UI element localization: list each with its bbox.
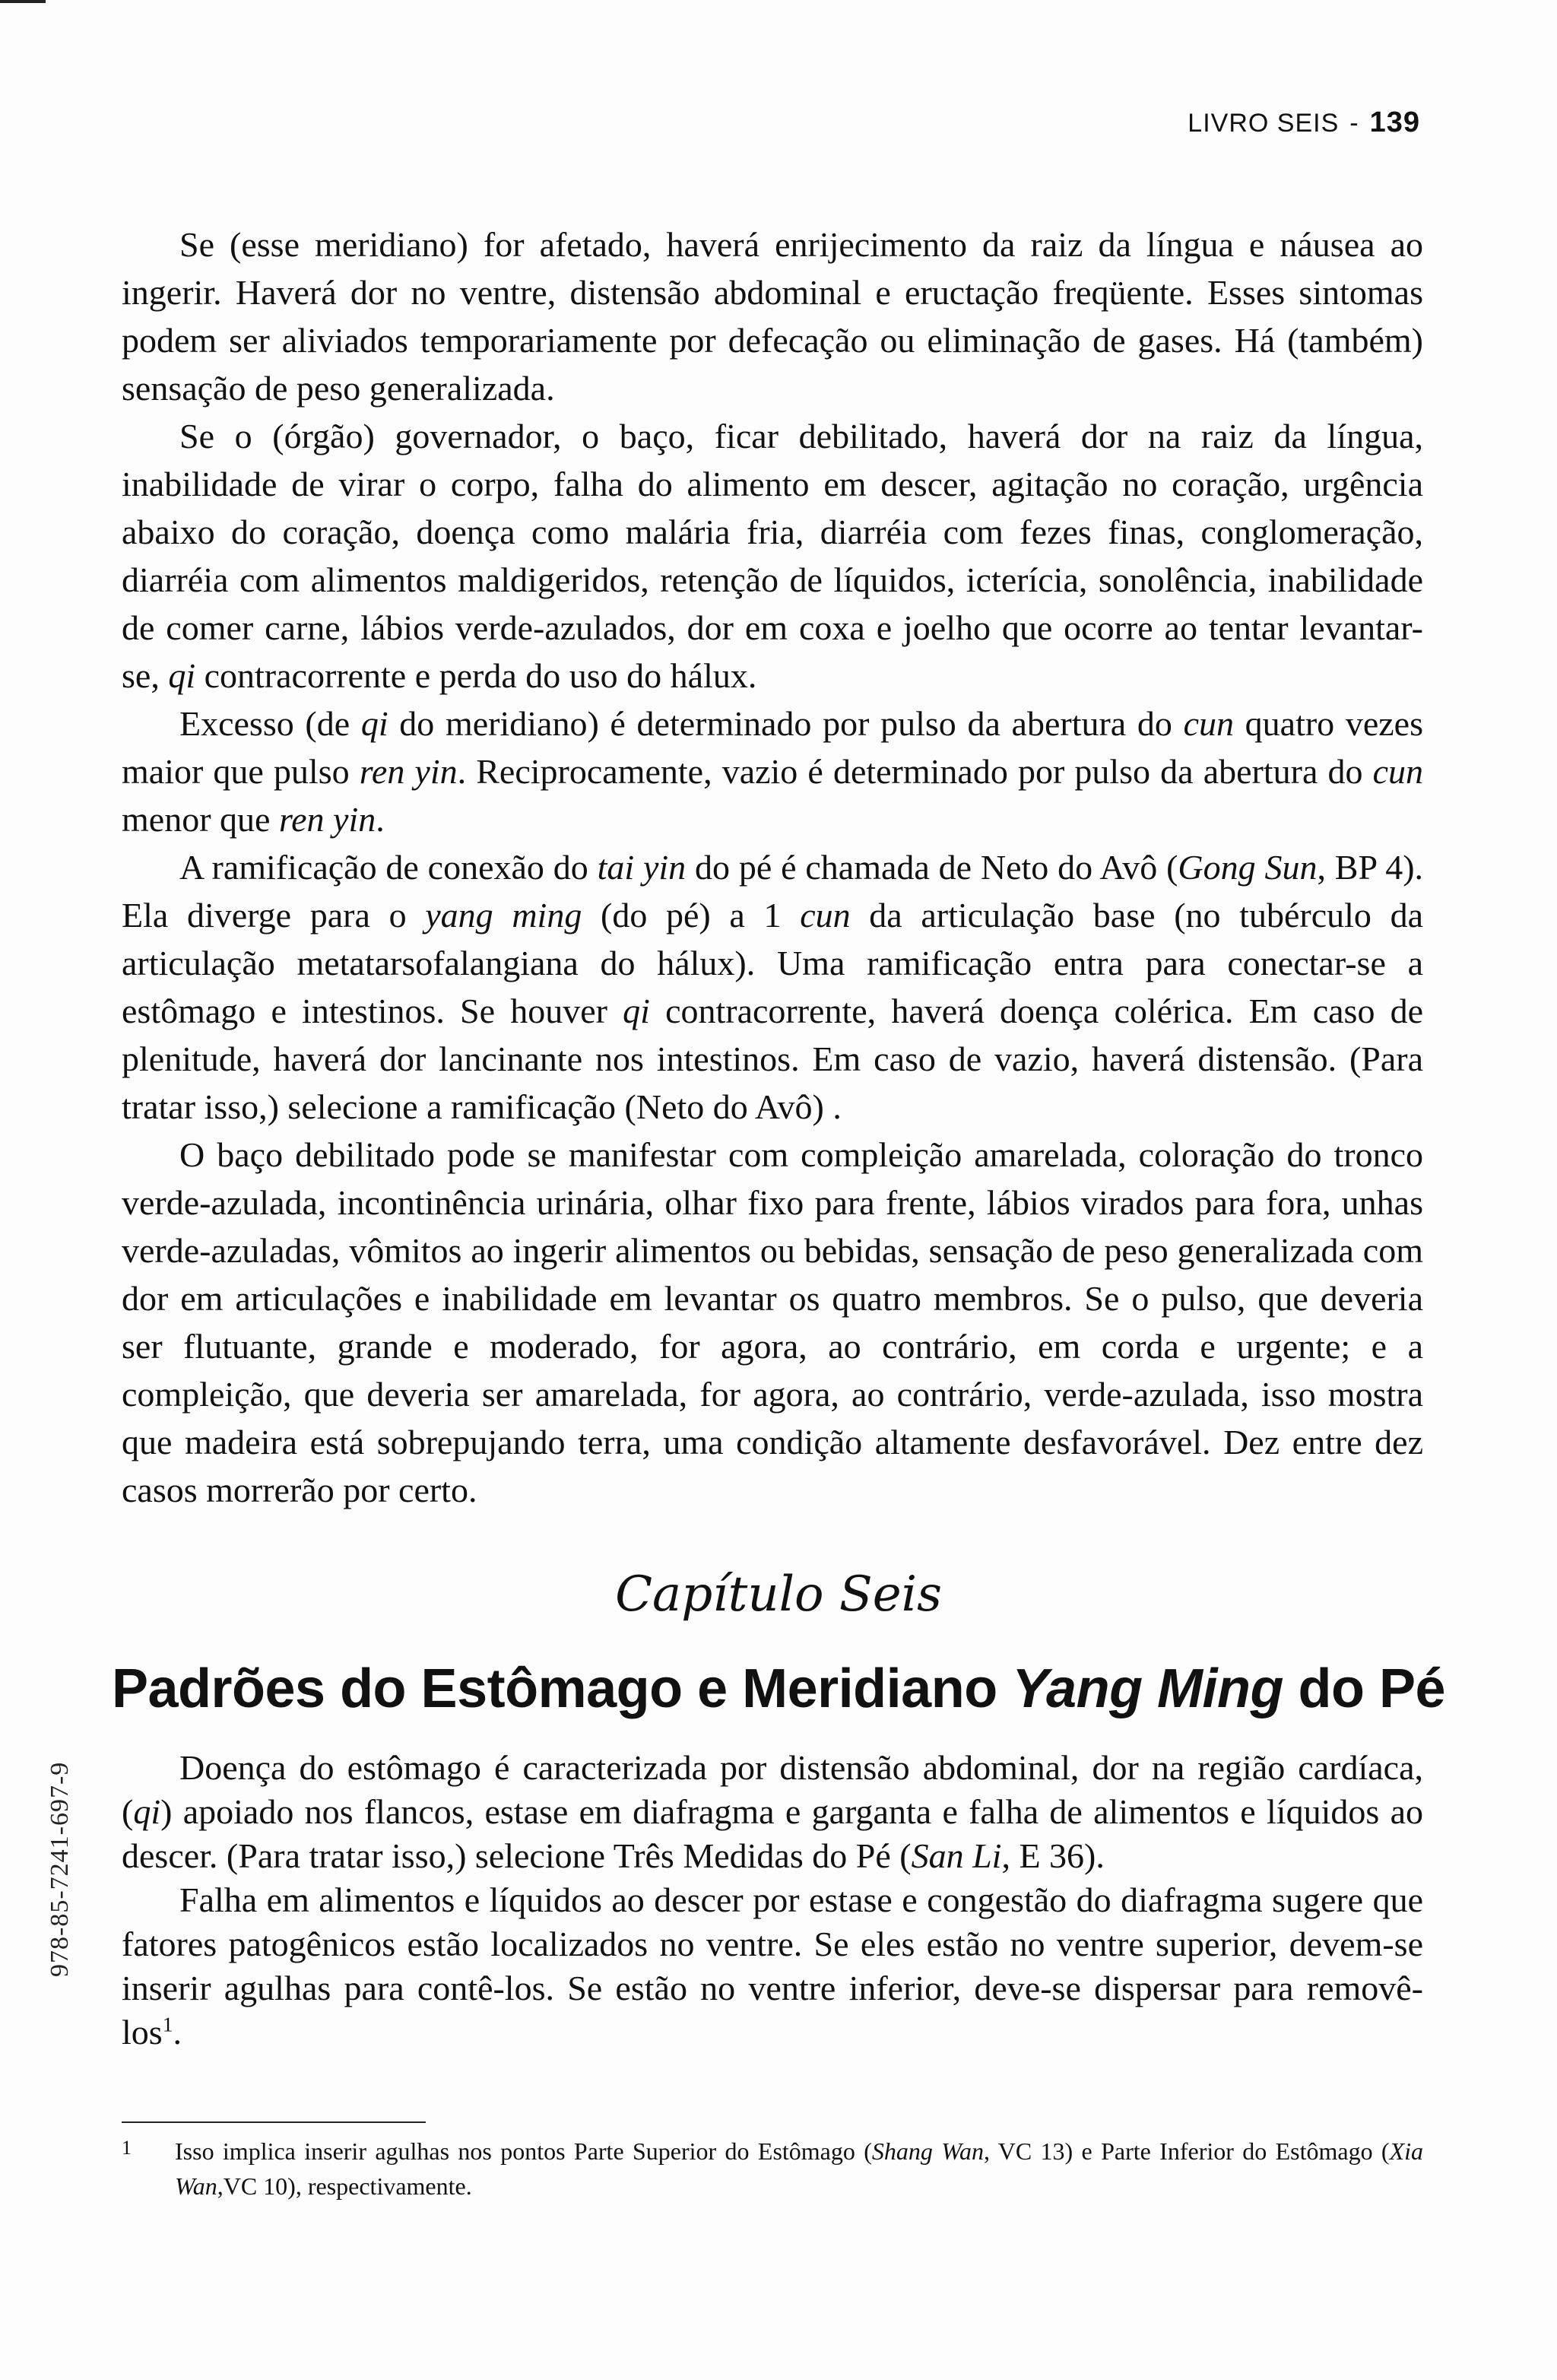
p3-text-b: do meridiano) é determinado por pulso da abertura do [399,704,1172,743]
fn-term-shang-wan: Shang Wan [871,2137,984,2165]
isbn-vertical: 978-85-7241-697-9 [46,1761,74,1977]
footnote-marker: 1 [122,2137,132,2159]
p3-term-qi: qi [360,704,388,743]
c2-text: Falha em alimentos e líquidos ao descer por estase e congestão do diafragma sugere que fatores patogênicos estão localizados no ventre. Se eles estão no ventre superior, devem-se inserir agulhas para contê-los. Se estão no ventre inferior, deve-se dispersar para removê-los [122,1880,1423,2052]
scan-edge-mark [0,0,46,3]
p3-text-c: quatro vezes maior que pulso [122,704,1423,791]
fn-text-a: Isso implica inserir agulhas nos pontos Parte Superior do Estômago ( [175,2137,872,2165]
fn-text-c: ,VC 10), respectivamente. [217,2172,472,2200]
p2-term-qi: qi [168,656,196,695]
p3-text-f: . [376,800,385,839]
c1-text-a: Doença do estômago é caracterizada por distensão abdominal, dor na região cardíaca, ( [122,1748,1423,1831]
book-section-label: LIVRO SEIS [1188,109,1340,138]
chapter-label: Capítulo Seis [615,1566,942,1623]
fn-term-xia-wan: Xia Wan [175,2137,1424,2200]
page-number: 139 [1369,106,1420,138]
chapter-title-part-b: do Pé [1298,1658,1446,1719]
p3-text-e: menor que [122,800,271,839]
p3-term-ren-yin-1: ren yin [359,752,458,791]
footnote-rule [122,2121,426,2123]
chapter-paragraph-1 [122,1746,1423,1878]
p4-term-tai-yin: tai yin [597,848,687,887]
paragraph-5: O baço debilitado pode se manifestar com compleição amarelada, coloração do tronco verde-azulada, incontinência urinária, olhar fixo para frente, lábios virados para fora, unhas verde-azuladas, vômitos ao ingerir alimentos ou bebidas, sensação de peso generalizada com dor em articulações e inabilidade em levantar os quatro membros. Se o pulso, que deveria ser flutuante, grande e moderado, for agora, ao contrário, em corda e urgente; e a compleição, que deveria ser amarelada, for agora, ao contrário, verde-azulada, isso mostra que madeira está sobrepujando terra, uma condição altamente desfavorável. Dez entre dez casos morrerão por certo. [122,1135,1423,1509]
paragraph-3 [122,700,1423,843]
p3-text-d: . Reciprocamente, vazio é determinado por pulso da abertura do [457,752,1363,791]
header-separator: - [1349,109,1359,138]
chapter-title-part-a: Padrões do Estômago e Meridiano [111,1658,997,1719]
p3-term-cun-1: cun [1183,704,1234,743]
footnote-reference: 1 [162,2012,173,2036]
footnote-text [122,2134,1423,2204]
chapter-text [122,1746,1423,2055]
body-text [122,221,1423,1514]
p4-text-b: do pé é chamada de Neto do Avô ( [695,848,1178,887]
p3-term-cun-2: cun [1372,752,1423,791]
c1-term-qi: qi [133,1792,161,1831]
p3-term-ren-yin-2: ren yin [278,800,376,839]
p4-term-qi: qi [623,992,650,1030]
p4-term-yang-ming: yang ming [425,896,582,935]
p4-text-d: (do pé) a 1 [601,896,782,935]
p2-text-b: contracorrente e perda do uso do hálux. [204,656,757,695]
paragraph-1: Se (esse meridiano) for afetado, haverá enrijecimento da raiz da língua e náusea ao ingerir. Haverá dor no ventre, distensão abdominal e eructação freqüente. Esses sintomas podem ser aliviados temporariamente por defecação ou eliminação de gases. Há (também) sensação de peso generalizada. [122,225,1423,408]
p4-text-a: A ramificação de conexão do [179,848,588,887]
chapter-title [0,1658,1557,1720]
c1-term-san-li: San Li [911,1836,1002,1875]
p4-text-c: , BP 4). Ela diverge para o [122,848,1424,935]
c1-text-b: ) apoiado nos flancos, estase em diafragma e garganta e falha de alimentos e líquidos ao descer. (Para tratar isso,) selecione Três Medidas do Pé ( [122,1792,1423,1875]
p4-term-cun: cun [800,896,851,935]
p2-text-a: Se o (órgão) governador, o baço, ficar debilitado, haverá dor na raiz da língua, inabilidade de virar o corpo, falha do alimento em descer, agitação no coração, urgência abaixo do coração, doença como malária fria, diarréia com fezes finas, conglomeração, diarréia com alimentos maldigeridos, retenção de líquidos, icterícia, sonolência, inabilidade de comer carne, lábios verde-azulados, dor em coxa e joelho que ocorre ao tentar levantar-se, [122,417,1423,695]
p3-text-a: Excesso (de [179,704,350,743]
paragraph-4 [122,843,1423,1131]
chapter-paragraph-2 [122,1878,1423,2055]
c1-text-c: , E 36). [1001,1836,1105,1875]
p4-term-gong-sun: Gong Sun [1178,848,1318,887]
p4-text-f: contracorrente, haverá doença colérica. Em caso de plenitude, haverá dor lancinante nos intestinos. Em caso de vazio, haverá distensão. (Para tratar isso,) selecione a ramificação (Neto do Avô) . [122,992,1424,1126]
p4-text-e: da articulação base (no tubérculo da articulação metatarsofalangiana do hálux). Uma ramificação entra para conectar-se a estômago e intestinos. Se houver [122,896,1423,1030]
paragraph-2 [122,412,1423,700]
footnote [122,2134,1423,2204]
chapter-title-italic: Yang Ming [1012,1658,1283,1719]
fn-text-b: , VC 13) e Parte Inferior do Estômago ( [983,2137,1390,2165]
c2-text-end: . [173,2013,182,2052]
running-header [1188,106,1420,139]
